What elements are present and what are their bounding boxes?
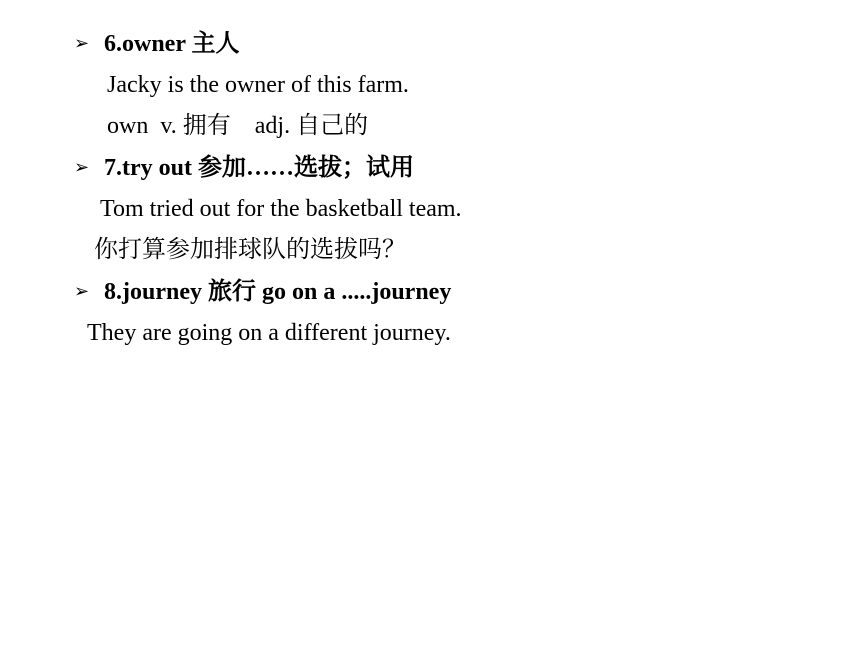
example-sentence: Jacky is the owner of this farm. (107, 72, 409, 98)
bullet-icon: ➢ (74, 157, 90, 178)
example-sentence: Tom tried out for the basketball team. (100, 196, 462, 222)
translation-prompt: 你打算参加排球队的选拔吗？ (94, 237, 406, 263)
bullet-icon: ➢ (74, 33, 90, 54)
word-forms: own v. 拥有 adj. 自己的 (107, 113, 369, 139)
bullet-icon: ➢ (74, 281, 90, 302)
item-heading-owner: 6.owner 主人 (104, 31, 240, 57)
item-heading-try-out: 7.try out 参加……选拔；试用 (104, 155, 414, 181)
example-sentence: They are going on a different journey. (87, 320, 451, 346)
item-heading-journey: 8.journey 旅行 go on a .....journey (104, 279, 452, 305)
